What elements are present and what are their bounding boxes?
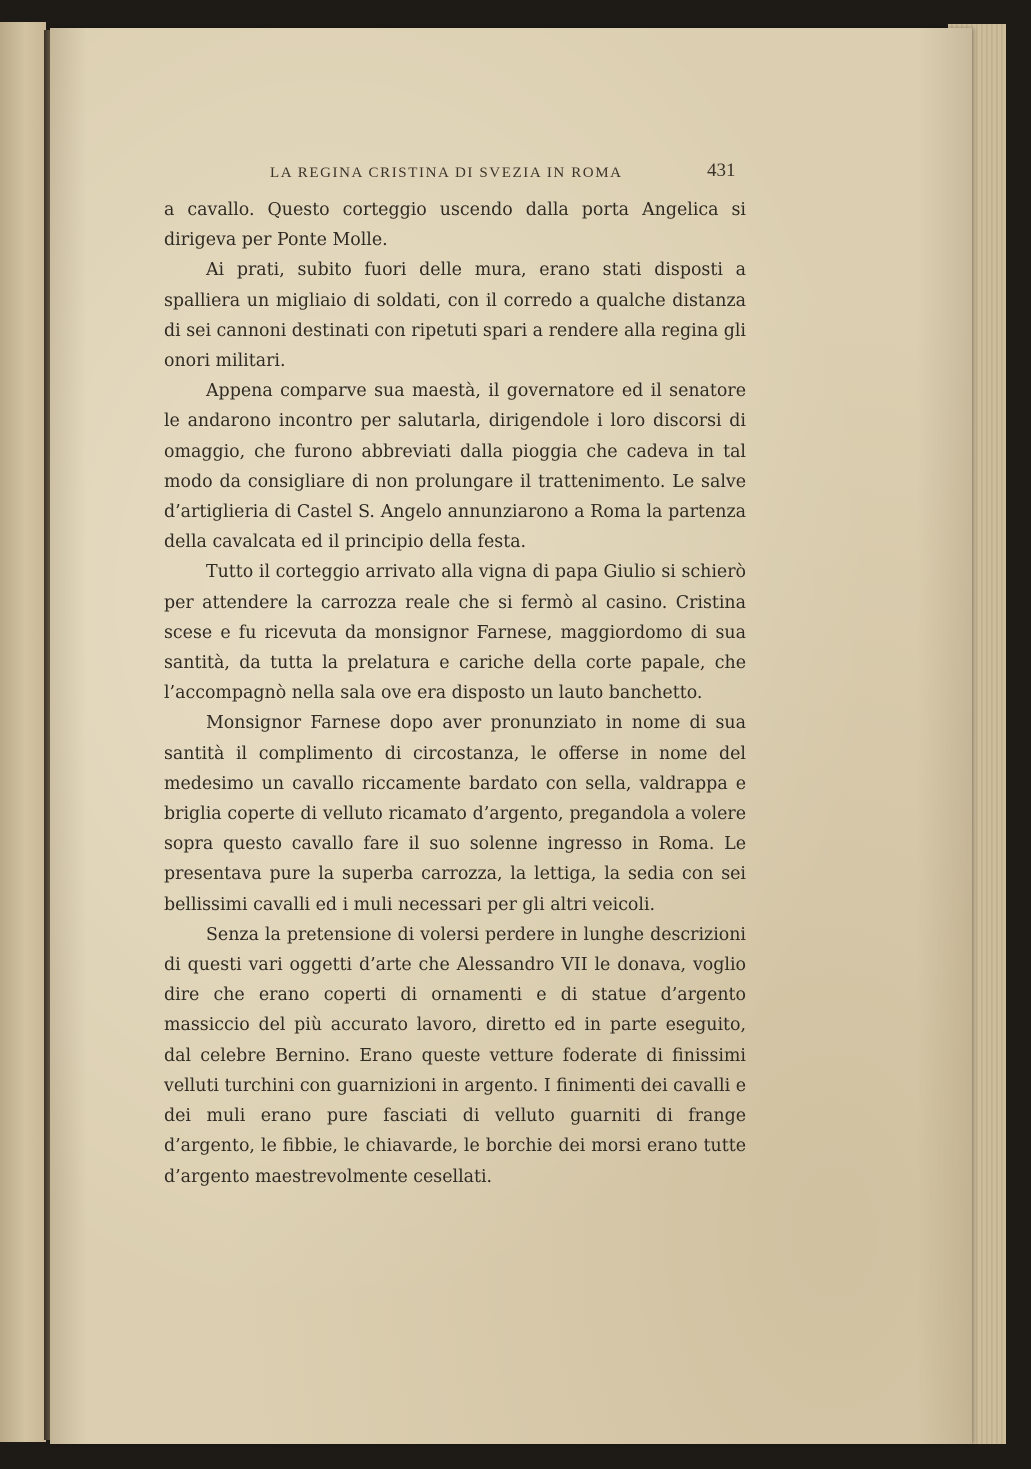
- paragraph: a cavallo. Questo corteggio uscendo dalla porta Angelica si dirigeva per Ponte Molle.: [164, 200, 746, 251]
- paragraph: Monsignor Farnese dopo aver pronunziato in nome di sua santità il complimento di circostanza, le offerse in nome del medesimo un cavallo riccamente bardato con sella, valdrappa e briglia coperte di velluto ricamato d’argento, pregandola a volere sopra questo cavallo fare il suo solenne ingresso in Roma. Le presentava pure la superba carrozza, la lettiga, la sedia con sei bellissimi cavalli ed i muli necessari per gli altri veicoli.: [164, 713, 746, 915]
- body-text: [164, 195, 746, 1192]
- paragraph: Senza la pretensione di volersi perdere in lunghe descrizioni di questi vari oggetti d’arte che Alessandro VII le donava, voglio dire che erano coperti di ornamenti e di statue d’argento massiccio del più accurato lavoro, diretto ed in parte eseguito, dal celebre Bernino. Erano queste vetture foderate di finissimi velluti turchini con guarnizioni in argento. I finimenti dei cavalli e dei muli erano pure fasciati di velluto guarniti di frange d’argento, le fibbie, le chiavarde, le borchie dei morsi erano tutte d’argento maestrevolmente cesellati.: [164, 924, 746, 1187]
- paragraph: Ai prati, subito fuori delle mura, erano stati disposti a spalliera un migliaio di soldati, con il corredo a qualche distanza di sei cannoni destinati con ripetuti spari a rendere alla regina gli onori militari.: [164, 260, 746, 372]
- page-number: 431: [707, 160, 736, 181]
- facing-page-edge: [0, 22, 46, 1442]
- paragraph: Appena comparve sua maestà, il governatore ed il senatore le andarono incontro per salutarla, dirigendole i loro discorsi di omaggio, che furono abbreviati dalla pioggia che cadeva in tal modo da consigliare di non prolungare il trattenimento. Le salve d’artiglieria di Castel S. Angelo annunziarono a Roma la partenza della cavalcata ed il principio della festa.: [164, 381, 746, 553]
- paragraph: Tutto il corteggio arrivato alla vigna di papa Giulio si schierò per attendere la carrozza reale che si fermò al casino. Cristina scese e fu ricevuta da monsignor Farnese, maggiordomo di sua santità, da tutta la prelatura e cariche della corte papale, che l’accompagnò nella sala ove era disposto un lauto banchetto.: [164, 562, 746, 704]
- running-title: LA REGINA CRISTINA DI SVEZIA IN ROMA: [270, 165, 623, 181]
